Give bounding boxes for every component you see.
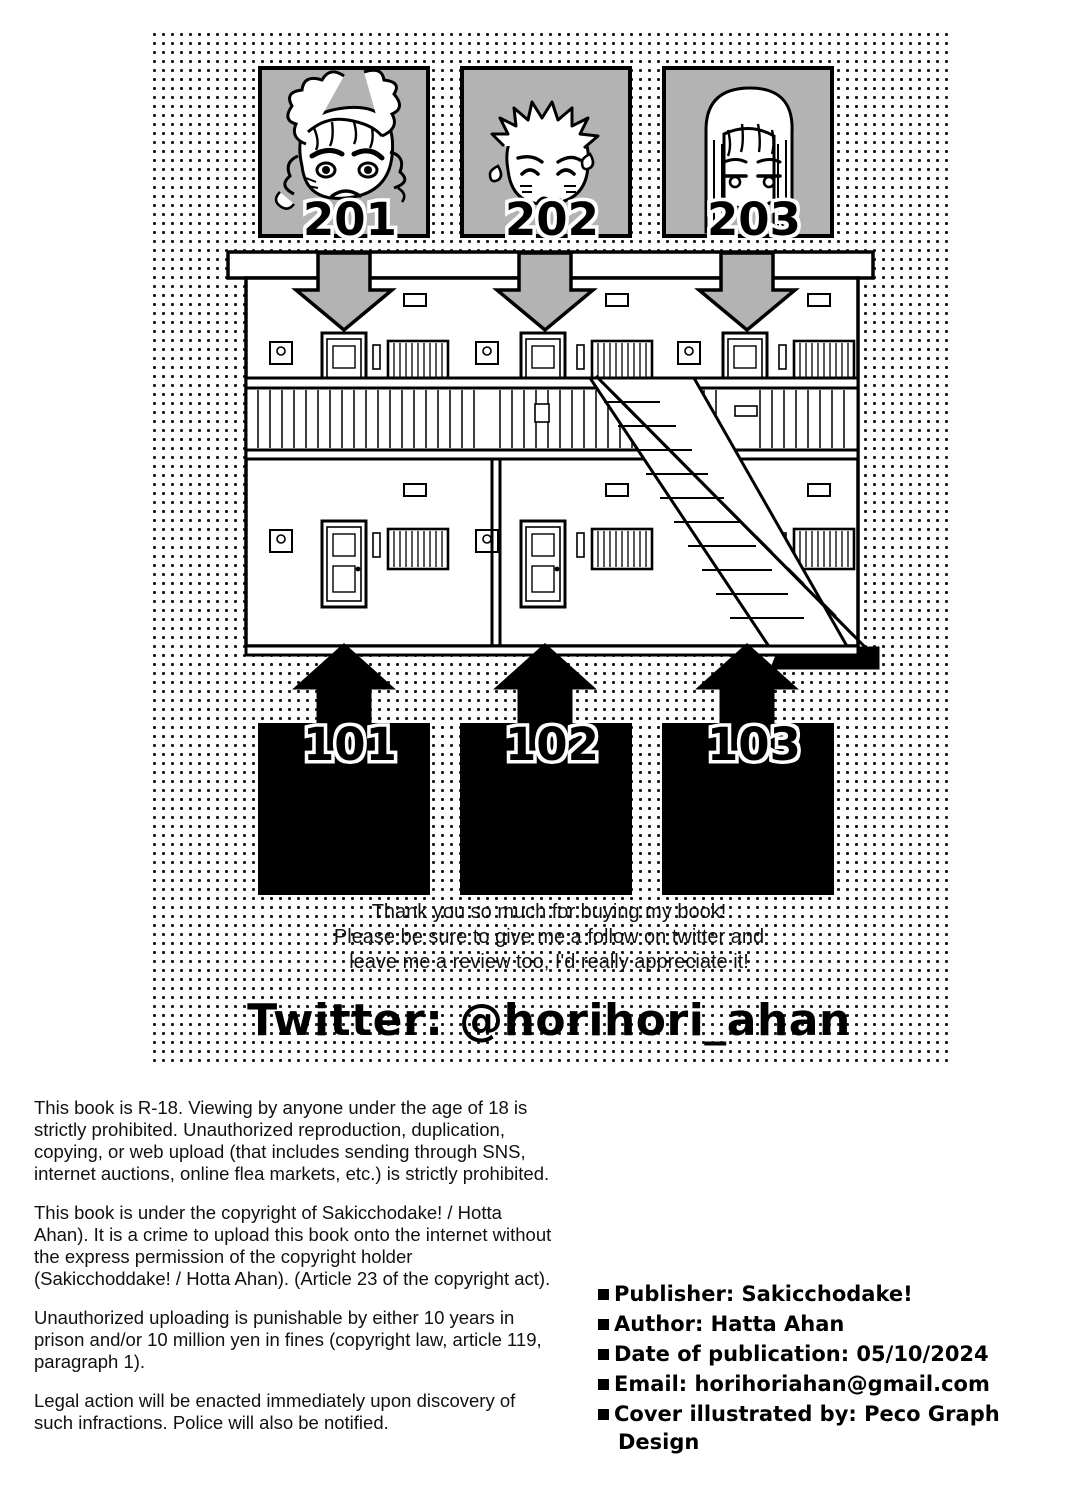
thank-you-line-3: leave me a review too, I'd really appreciate it! bbox=[349, 951, 749, 973]
colophon-row-publisher bbox=[598, 1280, 1050, 1308]
colophon-email-text: Email: horihoriahan@gmail.com bbox=[614, 1372, 990, 1396]
legal-paragraph-4: Legal action will be enacted immediately upon discovery of such infractions. Police will also be notified. bbox=[34, 1390, 516, 1433]
square-bullet-icon bbox=[598, 1319, 609, 1330]
room-number-101-text: 101 bbox=[303, 718, 397, 771]
legal-notice bbox=[34, 1097, 554, 1434]
colophon-publisher-text: Publisher: Sakicchodake! bbox=[614, 1282, 913, 1306]
room-number-201-text: 201 bbox=[303, 193, 397, 246]
room-number-101 bbox=[303, 718, 397, 771]
colophon-block bbox=[598, 1280, 1050, 1458]
room-number-102-text: 102 bbox=[505, 718, 599, 771]
room-number-103-text: 103 bbox=[707, 718, 801, 771]
legal-paragraph-3: Unauthorized uploading is punishable by either 10 years in prison and/or 10 million yen in fines (copyright law, article 119, paragraph 1). bbox=[34, 1307, 542, 1372]
room-number-103 bbox=[707, 718, 801, 771]
room-number-203-text: 203 bbox=[707, 193, 801, 246]
colophon-cover-text: Cover illustrated by: Peco Graph Design bbox=[614, 1402, 1000, 1454]
square-bullet-icon bbox=[598, 1289, 609, 1300]
colophon-row-date bbox=[598, 1340, 1050, 1368]
square-bullet-icon bbox=[598, 1379, 609, 1390]
colophon-row-author bbox=[598, 1310, 1050, 1338]
twitter-handle: Twitter: @horihori_ahan bbox=[247, 995, 851, 1046]
room-number-201 bbox=[303, 193, 397, 246]
colophon-author-text: Author: Hatta Ahan bbox=[614, 1312, 845, 1336]
colophon-row-email bbox=[598, 1370, 1050, 1398]
colophon-date-text: Date of publication: 05/10/2024 bbox=[614, 1342, 989, 1366]
room-number-202-text: 202 bbox=[505, 193, 599, 246]
thank-you-line-2: Please be sure to give me a follow on twitter and bbox=[333, 926, 765, 948]
square-bullet-icon bbox=[598, 1349, 609, 1360]
room-number-203 bbox=[707, 193, 801, 246]
thank-you-message bbox=[150, 900, 948, 975]
thank-you-line-1: Thank you so much for buying my book! bbox=[371, 901, 727, 923]
room-number-102 bbox=[505, 718, 599, 771]
legal-paragraph-2: This book is under the copyright of Sakicchodake! / Hotta Ahan). It is a crime to upload this book onto the internet without the express permission of the copyright holder (Sakicchoddake! / Hotta Ahan). (Article 23 of the copyright act). bbox=[34, 1202, 552, 1289]
legal-paragraph-1: This book is R-18. Viewing by anyone under the age of 18 is strictly prohibited. Unauthorized reproduction, duplication, copying, or web upload (that includes sending through SNS, internet auctions, online flea markets, etc.) is strictly prohibited. bbox=[34, 1097, 550, 1184]
colophon-row-cover bbox=[598, 1400, 1050, 1456]
room-number-202 bbox=[505, 193, 599, 246]
square-bullet-icon bbox=[598, 1409, 609, 1420]
